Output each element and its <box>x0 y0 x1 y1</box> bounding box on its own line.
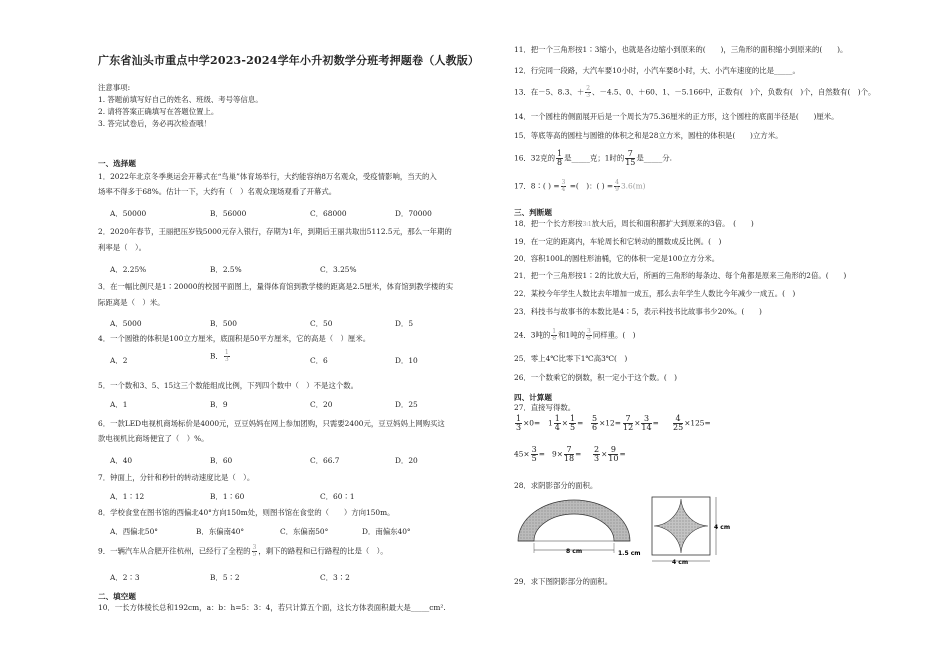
option[interactable]: B．9 <box>210 400 228 409</box>
numerator: 3 <box>561 179 566 186</box>
q2-line2: 利率是（ ）。 <box>98 243 147 252</box>
section-judge: 三、判断题 <box>514 208 552 217</box>
q24 <box>514 329 636 342</box>
numerator: 9 <box>608 446 618 455</box>
q16-text-c: 是_____分. <box>636 153 673 163</box>
calc-item <box>590 415 621 432</box>
option[interactable]: B．56000 <box>210 209 247 218</box>
q9-line1 <box>98 545 388 558</box>
denominator: 15 <box>625 158 636 167</box>
notice-item: 3. 答完试卷后，务必再次检查哦！ <box>98 119 211 128</box>
calc-head: 45× <box>514 449 530 459</box>
fraction <box>252 545 258 558</box>
option[interactable]: C．东偏南50° <box>280 527 329 536</box>
q17-text-b: =( )：( ) = <box>567 181 614 191</box>
q9-text-b: ，剩下的路程和已行路程的比是（ ）。 <box>258 546 388 556</box>
numerator: 1 <box>552 328 557 335</box>
q29: 29．求下图阴影部分的面积。 <box>514 577 613 586</box>
numerator: 4 <box>673 415 683 424</box>
q24-text-a: 24．3吨的 <box>514 330 551 340</box>
calc-tail: = <box>652 418 659 428</box>
denominator: 5 <box>570 423 576 432</box>
numerator: 3 <box>586 328 591 335</box>
fraction <box>531 446 538 463</box>
q16 <box>514 150 672 167</box>
q13-text-b: 、－4.5、0、＋60、1、－5.166中，正数有( )个，负数有( )个，自然数有( )个。 <box>592 87 876 97</box>
denominator: 14 <box>641 423 652 432</box>
q10-line1: 10．一长方体棱长总和192cm，a：b：h=5：3：4，若只计算五个面，这长方体表面积最大是_____cm². <box>98 603 446 612</box>
calc-op: × <box>601 449 608 459</box>
denominator: 10 <box>608 454 619 463</box>
star-shape <box>654 499 708 553</box>
fraction <box>614 180 620 193</box>
numerator: 3 <box>252 544 257 551</box>
option[interactable]: C．6 <box>310 356 328 365</box>
option[interactable]: C．68000 <box>310 209 347 218</box>
q27-label: 27．直接写得数。 <box>514 403 576 412</box>
denominator: 4 <box>554 423 560 432</box>
option[interactable]: A．5000 <box>110 319 142 328</box>
option[interactable]: A．2 <box>110 356 128 365</box>
q13 <box>514 86 875 99</box>
fraction <box>561 180 567 193</box>
option[interactable]: D．南偏东40° <box>362 527 411 536</box>
option[interactable]: B．5∶2 <box>210 573 240 582</box>
q7-line1: 7．钟面上，分针和秒针的转动速度比是（ ）。 <box>98 473 255 482</box>
notice-item: 2. 请将答案正确填写在答题位置上。 <box>98 107 219 116</box>
option[interactable]: C．60∶1 <box>320 492 355 501</box>
q14: 14．一个圆柱的侧面展开后是一个周长为75.36厘米的正方形，这个圆柱的底面半径是( )厘米。 <box>514 112 839 121</box>
numerator: 4 <box>615 179 619 186</box>
q12: 12．行完同一段路，大汽车要10小时，小汽车要8小时，大、小汽车速度的比是_____。 <box>514 66 800 75</box>
fraction <box>593 446 600 463</box>
numerator: 1 <box>556 149 563 158</box>
bottom-label: 4 cm <box>672 559 689 566</box>
option[interactable]: D．5 <box>395 319 414 328</box>
numerator: 1 <box>570 414 576 423</box>
calc-tail: ×0= <box>523 418 541 428</box>
option[interactable]: B．1∶60 <box>210 492 245 501</box>
numerator: 7 <box>564 446 574 455</box>
q18-text-b: 放大后，周长和面积都扩大到原来的3倍。 ( ) <box>591 219 754 228</box>
q11: 11．把一个三角形按1∶3缩小，也就是各边缩小到原来的( )，三角形的面积缩小到原来的( )。 <box>514 45 848 54</box>
numerator: 7 <box>623 415 633 424</box>
denominator: 3 <box>594 454 600 463</box>
numerator: 1 <box>554 414 560 423</box>
q18 <box>514 219 754 230</box>
q1-line1: 1．2022年北京冬季奥运会开幕式在“鸟巢”体育场举行，大约能容纳8万名观众，受疫情影响，当天的入 <box>98 172 437 181</box>
fraction <box>569 415 576 432</box>
q6-line1: 6．一款LED电视机商场标价是4000元，豆豆妈妈在网上参加团购，只需要2400元，豆豆妈妈上网购买这 <box>98 419 445 428</box>
option[interactable]: D．10 <box>395 356 418 365</box>
option[interactable]: D．25 <box>395 400 418 409</box>
calc-item <box>552 446 581 463</box>
q1-line2: 场率不得多于68%。估计一下，大约有（ ）名观众现场观看了开幕式。 <box>98 187 337 196</box>
band-label: 1.5 cm <box>618 550 641 557</box>
q17 <box>514 180 645 193</box>
q24-text-b: 和1吨的 <box>558 330 585 340</box>
q8-line1: 8．学校食堂在图书馆的西偏北40°方向150m处，则图书馆在食堂的（ ）方向150m。 <box>98 508 395 517</box>
denominator: 3 <box>224 356 229 363</box>
numerator: 3 <box>531 445 537 454</box>
option-label: B． <box>210 351 223 361</box>
option[interactable]: B．2.5% <box>210 265 242 274</box>
option[interactable]: A．2∶3 <box>110 573 140 582</box>
numerator: 2 <box>594 445 600 454</box>
option[interactable]: A．50000 <box>110 209 147 218</box>
q5-line1: 5．一个数和3、5、15这三个数能组成比例，下列四个数中（ ）不是这个数。 <box>98 381 359 390</box>
option[interactable]: A．西偏北50° <box>110 527 158 536</box>
option[interactable]: C．50 <box>310 319 333 328</box>
calc-item: 45× $\frac{3}{5}$ = <box>514 445 545 463</box>
q16-text-b: 是_____克；1时的 <box>564 153 625 163</box>
denominator: 5 <box>252 551 257 558</box>
denominator: 8 <box>552 335 557 342</box>
option[interactable]: C．66.7 <box>310 456 340 465</box>
option[interactable]: B．60 <box>210 456 233 465</box>
calc-tail: = <box>619 449 626 459</box>
fraction <box>564 446 574 463</box>
q25: 25．零上4℃比零下1℃高3℃( ) <box>514 354 628 363</box>
denominator: 8 <box>586 335 591 342</box>
denominator: 18 <box>563 454 575 463</box>
notice-heading: 注意事项: <box>98 83 131 92</box>
notice-item: 1. 答题前填写好自己的姓名、班级、考号等信息。 <box>98 95 263 104</box>
calc-op: × <box>561 418 568 428</box>
numerator: 5 <box>592 414 598 423</box>
calc-item <box>514 415 540 432</box>
fraction <box>608 446 618 463</box>
section-choice: 一、选择题 <box>98 159 136 168</box>
denominator: 25 <box>673 423 684 432</box>
calc-item <box>622 415 659 432</box>
half-ring-shape <box>518 500 630 541</box>
section-calc: 四、计算题 <box>514 393 552 402</box>
fraction <box>585 86 591 99</box>
calc-item <box>548 415 583 432</box>
q2-line1: 2．2020年春节，王丽把压岁钱5000元存入银行，存期为1年，到期后王丽共取出5112.5元，那么一年期的 <box>98 227 452 236</box>
numerator: 1 <box>224 349 229 356</box>
option[interactable]: D．70000 <box>395 209 432 218</box>
option[interactable]: C．3∶2 <box>320 573 350 582</box>
q9-text-a: 9．一辆汽车从合肥开往杭州，已经行了全程的 <box>98 546 251 556</box>
width-label: 8 cm <box>566 548 583 555</box>
option[interactable]: B．东偏南40° <box>196 527 245 536</box>
fraction <box>515 415 522 432</box>
denominator: 9 <box>615 186 619 193</box>
denominator: 5 <box>531 454 537 463</box>
q28: 28．求阴影部分的面积。 <box>514 481 598 490</box>
q18-ratio: 3∶1 <box>582 221 592 228</box>
denominator: 3 <box>586 92 591 99</box>
fraction <box>554 415 561 432</box>
option[interactable]: A．40 <box>110 456 133 465</box>
fraction <box>623 415 633 432</box>
denominator: 6 <box>592 423 598 432</box>
q21: 21．把一个三角形按1∶2的比放大后，所画的三角形的每条边、每个角都是原来三角形的2倍。( ) <box>514 271 847 280</box>
calc-op: × <box>634 418 641 428</box>
option[interactable]: C．3.25% <box>320 265 357 274</box>
option[interactable]: A．1∶12 <box>110 492 145 501</box>
q3-line2: 际距离是（ ）米。 <box>98 298 165 307</box>
calc-whole: 1 <box>548 418 553 428</box>
q20: 20．容积100L的圆柱形油桶，它的体积一定是100立方分米。 <box>514 254 720 263</box>
q24-text-c: 同样重。( ) <box>592 330 636 340</box>
paper-title: 广东省汕头市重点中学2023-2024学年小升初数学分班考押题卷（人教版） <box>98 54 480 67</box>
square-star-figure <box>646 493 732 569</box>
denominator: 3 <box>516 423 522 432</box>
fraction <box>586 329 592 342</box>
numerator: 7 <box>625 150 635 159</box>
q4-line1: 4．一个圆锥的体积是100立方厘米，底面积是50平方厘米，它的高是（ ）厘米。 <box>98 334 371 343</box>
q23: 23．科技书与故事书的本数比是4∶5，表示科技书比故事书少20%。( ) <box>514 307 762 316</box>
side-label: 4 cm <box>714 524 731 531</box>
denominator: 4 <box>561 186 566 193</box>
calc-tail: ×125= <box>684 418 711 428</box>
q17-text-c: 3.6(m) <box>620 181 646 191</box>
option[interactable]: A．1 <box>110 400 128 409</box>
q15: 15．等底等高的圆柱与圆锥的体积之和是28立方米，圆柱的体积是( )立方米。 <box>514 131 783 140</box>
option[interactable]: D．20 <box>395 456 418 465</box>
q16-text-a: 16．32克的 <box>514 153 555 163</box>
q3-line1: 3．在一幅比例尺是1∶20000的校园平面图上，量得体育馆到教学楼的距离是2.5厘米，体育馆到教学楼的实 <box>98 282 454 291</box>
fraction <box>551 329 557 342</box>
calc-tail: = <box>575 449 582 459</box>
calc-item <box>592 446 626 463</box>
option[interactable]: A．2.25% <box>110 265 147 274</box>
q22: 22．某校今年学生人数比去年增加一成五，那么去年学生人数比今年减少一成五。( ) <box>514 289 796 298</box>
half-ring-figure <box>514 495 641 563</box>
calc-item <box>672 415 711 432</box>
numerator: 1 <box>516 414 522 423</box>
q19: 19．在一定的距离内，车轮周长和它转动的圈数成反比例。( ) <box>514 237 722 246</box>
fraction <box>224 350 230 363</box>
denominator: 8 <box>556 158 563 167</box>
fraction <box>641 415 651 432</box>
q18-text-a: 18．把一个长方形按 <box>514 219 583 228</box>
denominator: 12 <box>623 423 634 432</box>
q26: 26．一个数乘它的倒数，积一定小于这个数。( ) <box>514 373 677 382</box>
calc-tail: = <box>577 418 584 428</box>
option[interactable] <box>210 350 231 363</box>
calc-tail: ×12= <box>599 418 621 428</box>
fraction <box>625 150 635 167</box>
q17-text-a: 17．8∶( ) = <box>514 181 560 191</box>
q13-text-a: 13．在－5、8.3、＋ <box>514 87 585 97</box>
fraction <box>556 150 563 167</box>
section-fill: 二、填空题 <box>98 592 136 601</box>
numerator: 2 <box>586 85 591 92</box>
q6-line2: 款电视机比商场便宜了（ ）%。 <box>98 434 209 443</box>
fraction <box>591 415 598 432</box>
numerator: 3 <box>641 415 651 424</box>
option[interactable]: B．500 <box>210 319 237 328</box>
option[interactable]: C．20 <box>310 400 333 409</box>
calc-head: 9× <box>552 449 563 459</box>
fraction <box>673 415 683 432</box>
